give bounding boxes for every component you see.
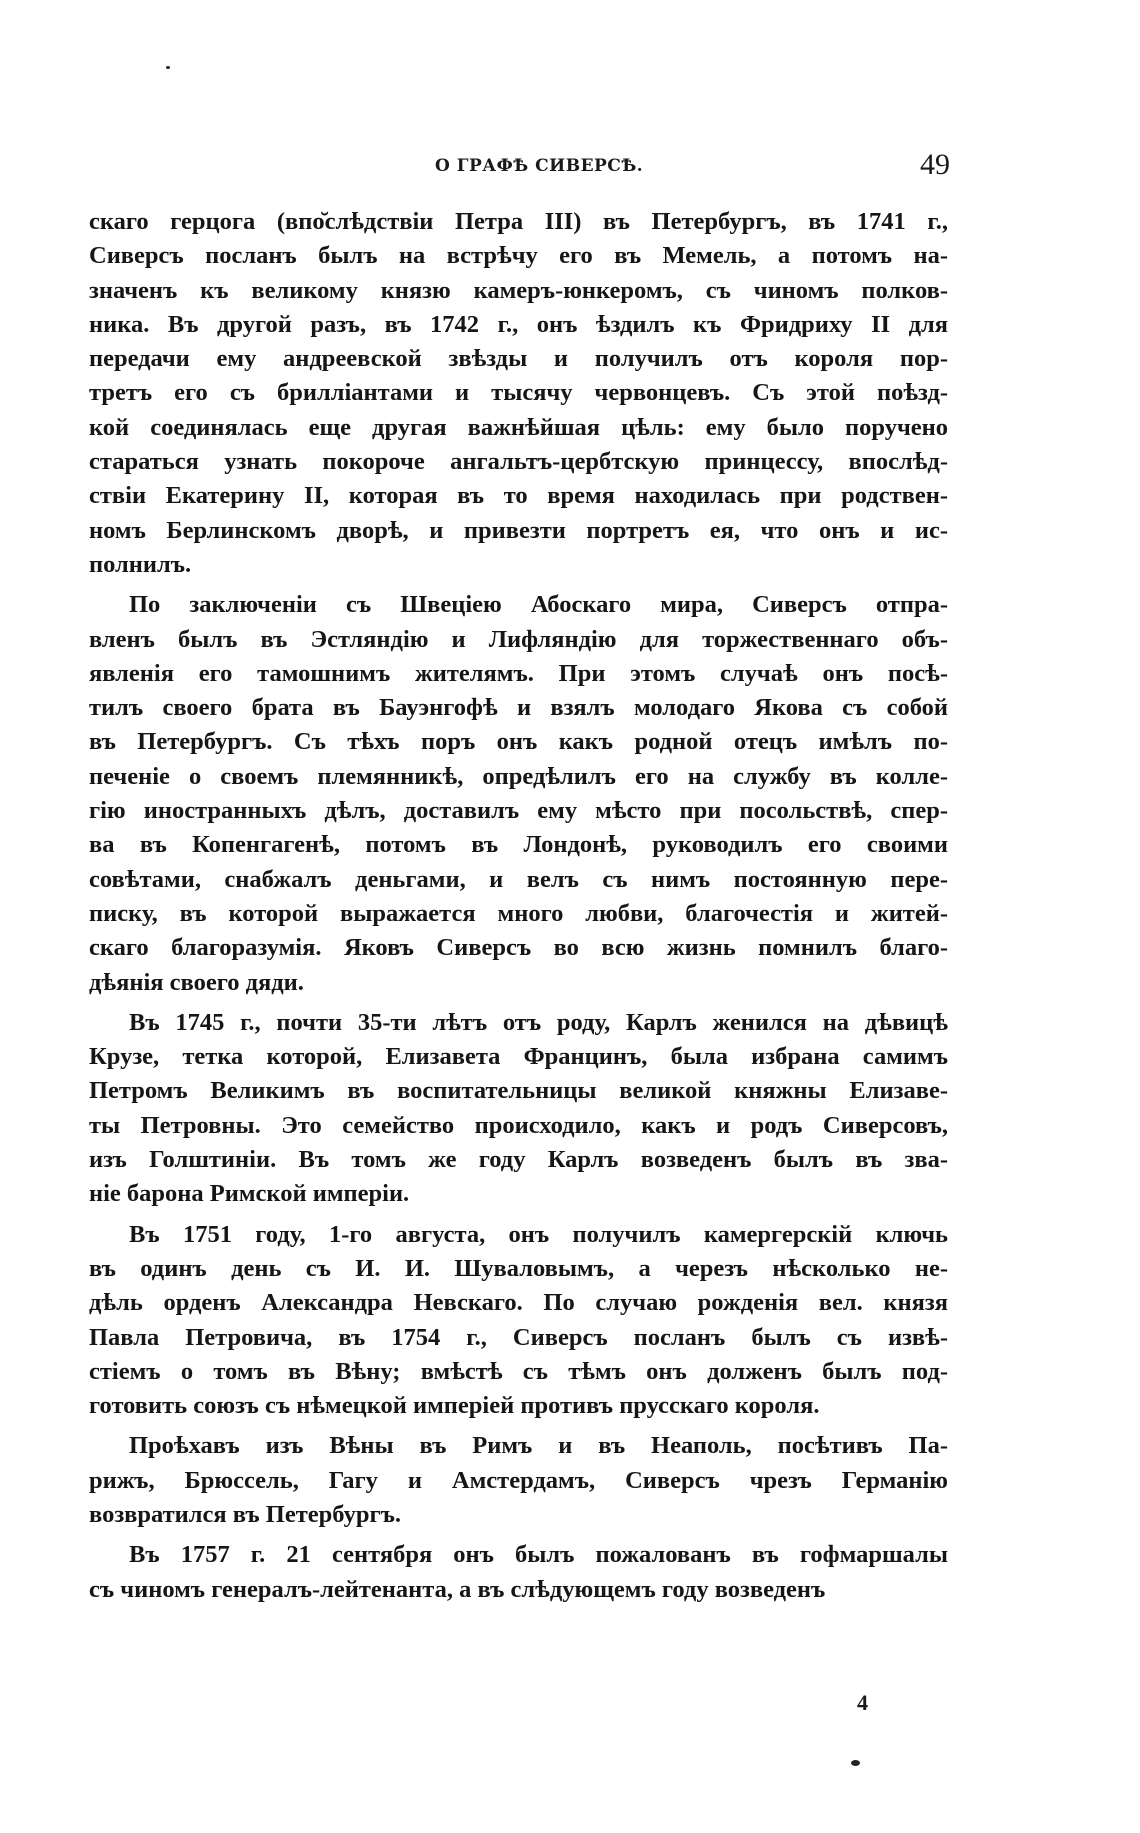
text-line: Крузе, тетка которой, Елизавета Францинъ, была избрана самимъ <box>89 1043 948 1071</box>
text-line: Въ 1751 году, 1-го августа, онъ получилъ камергерскiй ключь <box>129 1220 948 1248</box>
body-text <box>89 205 948 1613</box>
ink-speck <box>851 1760 860 1766</box>
text-line: кой соединялась еще другая важнѣйшая цѣль: ему было поручено <box>89 413 948 441</box>
paragraph <box>89 588 948 1000</box>
text-line: печенiе о своемъ племянникѣ, опредѣлилъ его на службу въ колле- <box>89 762 948 790</box>
text-line: Петромъ Великимъ въ воспитательницы великой княжны Елизаве- <box>89 1077 948 1105</box>
text-line: стараться узнать покороче ангальтъ-цербтскую принцессу, впослѣд- <box>89 448 948 476</box>
text-line: Въ 1757 г. 21 сентября онъ былъ пожалованъ въ гофмаршалы <box>129 1541 948 1569</box>
text-line: готовить союзъ съ нѣмецкой имперiей противъ прусскаго короля. <box>89 1392 820 1420</box>
text-line: гiю иностранныхъ дѣлъ, доставилъ ему мѣсто при посольствѣ, спер- <box>89 797 948 825</box>
text-line: нiе барона Римской имперiи. <box>89 1180 410 1208</box>
text-line: полнилъ. <box>89 550 192 578</box>
text-line: въ одинъ день съ И. И. Шуваловымъ, а черезъ нѣсколько не- <box>89 1254 948 1282</box>
text-line: совѣтами, снабжалъ деньгами, и велъ съ нимъ постоянную пере- <box>89 865 948 893</box>
text-line: передачи ему андреевской звѣзды и получилъ отъ короля пор- <box>89 345 948 373</box>
signature-mark: 4 <box>857 1690 868 1715</box>
text-line: Павла Петровича, въ 1754 г., Сиверсъ посланъ былъ съ извѣ- <box>89 1323 948 1351</box>
text-line: съ чиномъ генералъ-лейтенанта, а въ слѣдующемъ году возведенъ <box>89 1575 826 1603</box>
text-line: рижъ, Брюссель, Гагу и Амстердамъ, Сиверсъ чрезъ Германiю <box>89 1466 948 1494</box>
text-line: ва въ Копенгагенѣ, потомъ въ Лондонѣ, руководилъ его своими <box>89 831 948 859</box>
text-line: Проѣхавъ изъ Вѣны въ Римъ и въ Неаполь, посѣтивъ Па- <box>129 1432 948 1460</box>
text-line: третъ его съ бриллiантами и тысячу червонцевъ. Съ этой поѣзд- <box>89 379 948 407</box>
text-line: въ Петербургъ. Съ тѣхъ поръ онъ какъ родной отецъ имѣлъ по- <box>89 728 948 756</box>
text-line: номъ Берлинскомъ дворѣ, и привезти портретъ ея, что онъ и ис- <box>89 516 948 544</box>
text-line: Въ 1745 г., почти 35-ти лѣтъ отъ роду, Карлъ женился на дѣвицѣ <box>129 1008 948 1036</box>
page-header <box>90 148 950 188</box>
text-line: явленiя его тамошнимъ жителямъ. При этомъ случаѣ онъ посѣ- <box>89 659 948 687</box>
text-line: ника. Въ другой разъ, въ 1742 г., онъ ѣздилъ къ Фридриху II для <box>89 310 948 338</box>
text-line: ствiи Екатерину II, которая въ то время находилась при родствен- <box>89 482 948 510</box>
text-line: стiемъ о томъ въ Вѣну; вмѣстѣ съ тѣмъ онъ долженъ былъ под- <box>89 1357 948 1385</box>
text-line: тилъ своего брата въ Бауэнгофѣ и взялъ молодаго Якова съ собой <box>89 694 948 722</box>
text-line: дѣянiя своего дяди. <box>89 968 304 996</box>
text-line: возвратился въ Петербургъ. <box>89 1500 402 1528</box>
running-title: О ГРАФѢ СИВЕРСѢ. <box>435 156 644 176</box>
paragraph <box>89 1429 948 1532</box>
text-line: дѣль орденъ Александра Невскаго. По случаю рожденiя вел. князя <box>89 1289 948 1317</box>
paragraph <box>89 1538 948 1607</box>
paragraph <box>89 1218 948 1424</box>
text-line: скаго герцога (впо̆слѣдствіи Петра III) въ Петербургъ, въ 1741 г., <box>89 208 948 235</box>
text-line: изъ Голштинiи. Въ томъ же году Карлъ возведенъ былъ въ зва- <box>89 1146 948 1174</box>
paragraph <box>89 1006 948 1212</box>
page-number: 49 <box>920 148 950 181</box>
text-line: вленъ былъ въ Эстляндiю и Лифляндiю для торжественнаго объ- <box>89 625 948 653</box>
paragraph <box>89 205 948 582</box>
ink-speck <box>166 66 170 69</box>
text-line: ты Петровны. Это семейство происходило, какъ и родъ Сиверсовъ, <box>89 1111 948 1139</box>
text-line: скаго благоразумiя. Яковъ Сиверсъ во всю жизнь помнилъ благо- <box>89 934 948 962</box>
text-line: По заключенiи съ Швецiею Абоскаго мира, Сиверсъ отпра- <box>129 591 948 619</box>
text-line: значенъ къ великому князю камеръ-юнкеромъ, съ чиномъ полков- <box>89 276 948 304</box>
text-line: писку, въ которой выражается много любви, благочестiя и житей- <box>89 899 948 927</box>
text-line: Сиверсъ посланъ былъ на встрѣчу его въ Мемель, а потомъ на- <box>89 242 948 270</box>
